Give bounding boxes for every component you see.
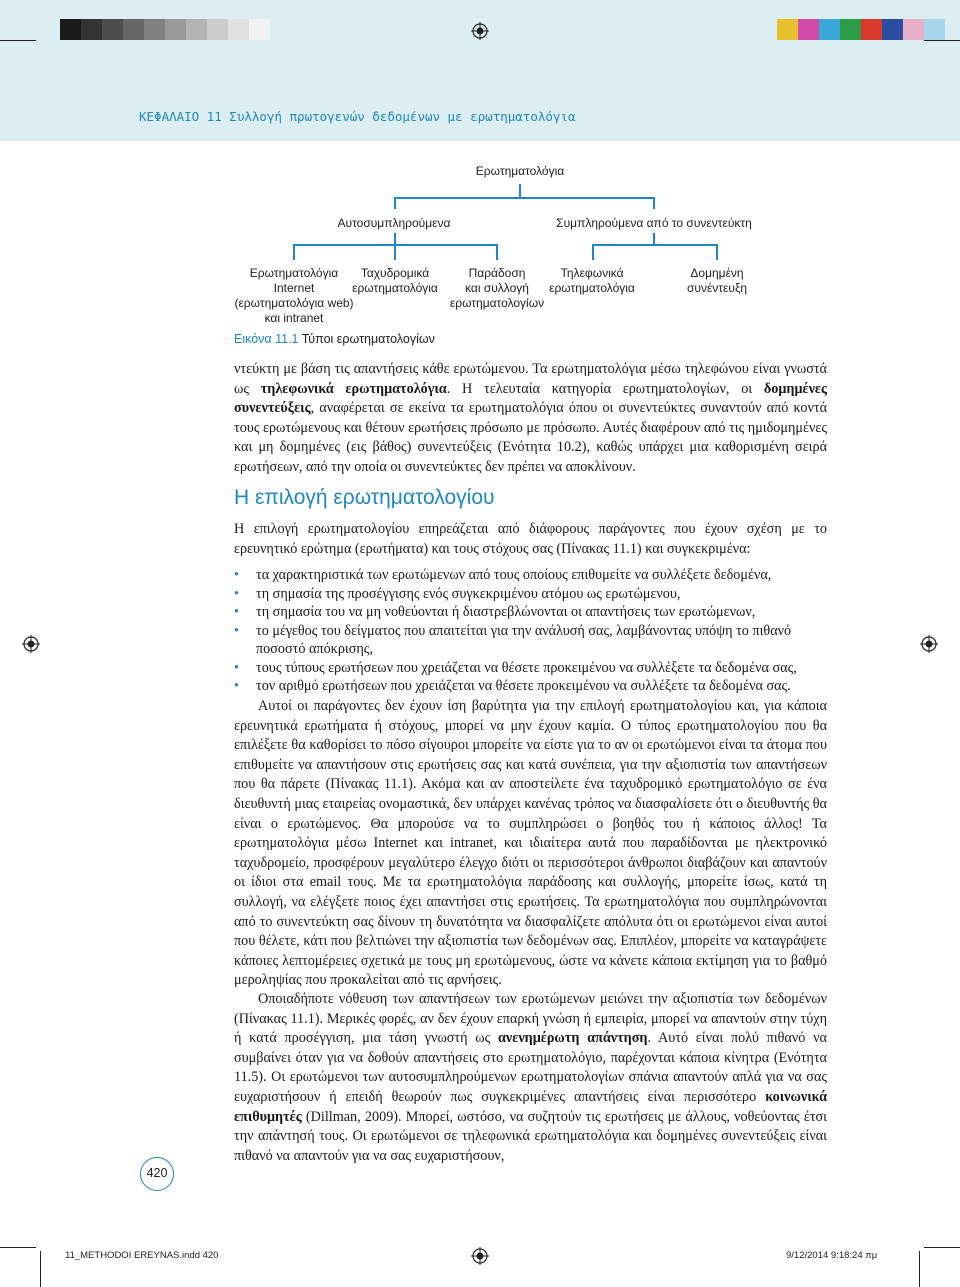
chapter-title: ΚΕΦΑΛΑΙΟ 11 Συλλογή πρωτογενών δεδομένων με ερωτηματολόγια xyxy=(139,109,576,124)
list-item xyxy=(234,603,827,622)
list-item xyxy=(234,622,827,659)
text-run: Οποιαδήποτε νόθευση των απαντήσεων των ερωτώμενων μειώνει την αξιοπιστία των δεδομένων (Πίνακας 11.1). Μερικές φορές, αν δεν έχουν επαρκή γνώση ή εμπειρία, μπορεί να απαντούν στην τύχη ή κατά προσέγγιση, μια τάση γνωστή ως xyxy=(234,991,827,1047)
swatch xyxy=(144,19,165,40)
swatch xyxy=(861,19,882,40)
swatch xyxy=(798,19,819,40)
swatch xyxy=(903,19,924,40)
list-item-text: το μέγεθος του δείγματος που απαιτείται για την ανάλυσή σας, λαμβάνοντας υπόψη το πιθανό ποσοστό απόκρισης, xyxy=(256,622,792,657)
list-item-text: τη σημασία της προσέγγισης ενός συγκεκριμένου ατόμου ως ερωτώμενου, xyxy=(256,585,681,602)
text-run: , αναφέρεται σε εκείνα τα ερωτηματολόγια όπου οι συνεντεύκτες συναντούν από κοντά τους ερωτώμενους και θέτουν ερωτήσεις πρόσωπο με πρόσωπο. Αυτές διαφέρουν από τις ημιδομημένες και μη δομημένες (εις βάθος) συνεντεύξεις (Ενότητα 10.2), καθώς υπάρχει μια καθορισμένη σειρά ερωτήσεων, από την οποία οι συνεντεύκτες δεν πρέπει να αποκλίνουν. xyxy=(234,400,827,475)
list-item-text: τη σημασία του να μη νοθεύονται ή διαστρεβλώνονται οι απαντήσεις των ερωτώμενων, xyxy=(256,604,756,620)
text-run: ντεύκτη με βάση τις απαντήσεις κάθε ερωτώμενου. Τα ερωτηματολόγια μέσω τηλεφώνου είναι γνωστά ως xyxy=(234,361,827,397)
swatch xyxy=(102,19,123,40)
color-bar xyxy=(60,19,270,40)
leaf-line: και συλλογή xyxy=(465,281,529,295)
diagram-root: Ερωτηματολόγια xyxy=(475,164,565,178)
swatch xyxy=(228,19,249,40)
leaf-line: Δομημένη xyxy=(690,266,744,280)
registration-mark-icon xyxy=(471,22,489,40)
connector xyxy=(653,197,655,209)
bold-term: κοινωνικά επιθυμητές xyxy=(234,1088,827,1125)
list-item-text: τους τύπους ερωτήσεων που χρειάζεται να θέσετε προκειμένου να συλλέξετε τα δεδομένα σας, xyxy=(256,659,797,676)
crop-mark xyxy=(919,1251,920,1287)
leaf-line: Ερωτηματολόγια xyxy=(249,266,339,280)
connector xyxy=(293,244,295,260)
crop-mark xyxy=(924,1247,960,1248)
list-item xyxy=(234,585,827,604)
diagram-leaf xyxy=(657,266,777,296)
paragraph-1 xyxy=(234,360,827,478)
diagram-branch: Αυτοσυμπληρούμενα xyxy=(337,216,451,230)
connector xyxy=(394,197,396,209)
swatch xyxy=(165,19,186,40)
diagram-branch: Συμπληρούμενα από το συνεντεύκτη xyxy=(556,216,752,230)
registration-mark-icon xyxy=(920,635,938,653)
bold-term: δομημένες συνεντεύξεις xyxy=(234,380,827,417)
leaf-line: Τηλεφωνικά xyxy=(560,266,624,280)
bullet-icon: • xyxy=(234,604,239,620)
text-run: . Αυτό είναι πολύ πιθανό να συμβαίνει όταν για να δοθούν απαντήσεις στο ερωτηματολόγιο, παρέχονται κάποια κίνητρα (Ενότητα 11.5). Οι ερωτώμενοι των αυτοσυμπληρούμενων ερωτηματολογίων σπάνια απαντούν απλά για να σας ευχαριστήσουν ή επειδή θεωρούν πως συγκεκριμένες απαντήσεις είναι περισσότερο xyxy=(234,1030,827,1105)
figure-number: Εικόνα 11.1 xyxy=(234,332,299,346)
crop-mark xyxy=(924,40,960,41)
list-item-text: τον αριθμό ερωτήσεων που χρειάζεται να θέσετε προκειμένου να συλλέξετε τα δεδομένα σας. xyxy=(256,678,791,694)
leaf-line: ερωτηματολογίων xyxy=(449,296,545,310)
swatch xyxy=(777,19,798,40)
list-item-text: τα χαρακτηριστικά των ερωτώμενων από τους οποίους επιθυμείτε να συλλέξετε δεδομένα, xyxy=(256,567,772,583)
swatch xyxy=(123,19,144,40)
text-run: (Dillman, 2009). Μπορεί, ωστόσο, να συζητούν τις ερωτήσεις με άλλους, νοθεύοντας έτσι την απάντησή τους. Οι ερωτώμενοι σε τηλεφωνικά ερωτηματολόγια και δομημένες συνεντεύξεις είναι πιθανό να απαντούν για να σας ευχαριστήσουν, xyxy=(234,1108,827,1164)
text-run: Αυτοί οι παράγοντες δεν έχουν ίση βαρύτητα για την επιλογή ερωτηματολογίου και, για κάποια ερευνητικά ερωτήματα ή στόχους, μπορεί να μην έχουν καμία. Ο τύπος ερωτηματολογίου που θα επιλέξετε θα καθορίσει το πόσο σίγουροι μπορείτε να είστε για το αν οι ερωτώμενοι είναι τα άτομα που επιθυμείτε να απαντήσουν στις ερωτήσεις σας και κατά συνέπεια, για την αξιοπιστία των απαντήσεων που θα πάρετε (Πίνακας 11.1). Ακόμα και αν αποστείλετε ένα ταχυδρομικό ερωτηματολόγιο σε ένα διευθυντή μιας εταιρείας ονομαστικά, δεν υπάρχει κανένας τρόπος να διασφαλίσετε ότι ο διευθυντής θα είναι ο ερωτώμενος. Θα μπορούσε να το συμπληρώσει ο βοηθός του ή κάποιος άλλος! Τα ερωτηματολόγια μέσω Internet και intranet, και ιδιαίτερα αυτά που παραδίδονται με ηλεκτρονικό ταχυδρομείο, προσφέρουν μεγαλύτερο έλεγχο διότι οι περισσότεροι άνθρωποι διαβάζουν και απαντούν οι ίδιοι στα email τους. Με τα ερωτηματολόγια παράδοσης και συλλογής, μπορείτε ίσως, κατά τη συλλογή, να ελέγξετε ποιος έχει απαντήσει στις ερωτήσεις. Τα ερωτηματολόγια που συμπληρώνονται από το συνεντεύκτη σας δίνουν τη δυνατότητα να διασφαλίζετε απόλυτα ότι οι ερωτώμενοι είναι αυτοί που θέλετε, κάτι που βελτιώνει την αξιοπιστία των δεδομένων σας. Επιπλέον, μπορείτε να καταγράψετε κάποιες λεπτομέρειες σχετικά με τους μη ερωτώμενους, ώστε να κάνετε κάποια εκτίμηση για το βαθμό μεροληψίας που προκαλείται από τις αρνήσεις. xyxy=(234,698,827,989)
bullet-icon: • xyxy=(234,585,239,602)
connector xyxy=(394,244,396,260)
list-item xyxy=(234,566,827,585)
section-heading: Η επιλογή ερωτηματολογίου xyxy=(234,486,495,509)
list-item xyxy=(234,677,827,696)
swatch xyxy=(207,19,228,40)
connector xyxy=(496,244,498,260)
footer-file: 11_METHODOI EREYNAS.indd 420 xyxy=(65,1250,219,1261)
registration-mark-icon xyxy=(471,1247,489,1265)
connector xyxy=(519,184,521,198)
leaf-line: και intranet xyxy=(264,311,324,325)
color-bar-right xyxy=(777,19,945,40)
leaf-line: Internet xyxy=(273,281,315,295)
text-run: Η επιλογή ερωτηματολογίου επηρεάζεται από διάφορους παράγοντες που έχουν σχέση με το ερευνητικό ερώτημα (ερωτήματα) και τους στόχους σας (Πίνακας 11.1) και συγκεκριμένα: xyxy=(234,521,827,557)
leaf-line: ερωτηματολόγια xyxy=(352,281,438,295)
figure-caption-text: Τύποι ερωτηματολογίων xyxy=(298,332,435,346)
leaf-line: (ερωτηματολόγια web) xyxy=(234,296,354,310)
swatch xyxy=(186,19,207,40)
swatch xyxy=(840,19,861,40)
swatch xyxy=(81,19,102,40)
bold-term: ανενημέρωτη απάντηση xyxy=(498,1030,648,1047)
leaf-line: ερωτηματολόγια xyxy=(549,281,635,295)
swatch xyxy=(882,19,903,40)
crop-mark xyxy=(0,40,36,41)
crop-mark xyxy=(0,1247,36,1248)
connector xyxy=(592,244,594,260)
page-number: 420 xyxy=(140,1157,174,1191)
factor-list xyxy=(234,566,827,696)
registration-mark-icon xyxy=(22,635,40,653)
leaf-line: Ταχυδρομικά xyxy=(360,266,430,280)
footer-date: 9/12/2014 9:18:24 πμ xyxy=(786,1250,878,1261)
list-item xyxy=(234,659,827,678)
connector xyxy=(716,244,718,260)
leaf-line: Παράδοση xyxy=(468,266,526,280)
leaf-line: συνέντευξη xyxy=(686,281,748,295)
crop-mark xyxy=(40,1251,41,1287)
paragraph-4 xyxy=(234,990,827,1166)
bullet-icon: • xyxy=(234,659,239,676)
diagram-leaf xyxy=(532,266,652,296)
paragraph-2 xyxy=(234,520,827,559)
bullet-icon: • xyxy=(234,567,239,583)
bullet-icon: • xyxy=(234,622,239,639)
bullet-icon: • xyxy=(234,678,239,694)
swatch xyxy=(924,19,945,40)
swatch xyxy=(60,19,81,40)
text-run: . Η τελευταία κατηγορία ερωτηματολογίων, οι xyxy=(446,380,764,397)
connector xyxy=(592,244,718,246)
swatch xyxy=(819,19,840,40)
connector xyxy=(394,197,654,199)
figure-caption xyxy=(234,332,435,346)
bold-term: τηλεφωνικά ερωτηματολόγια xyxy=(260,380,447,397)
paragraph-3 xyxy=(234,697,827,991)
swatch xyxy=(249,19,270,40)
